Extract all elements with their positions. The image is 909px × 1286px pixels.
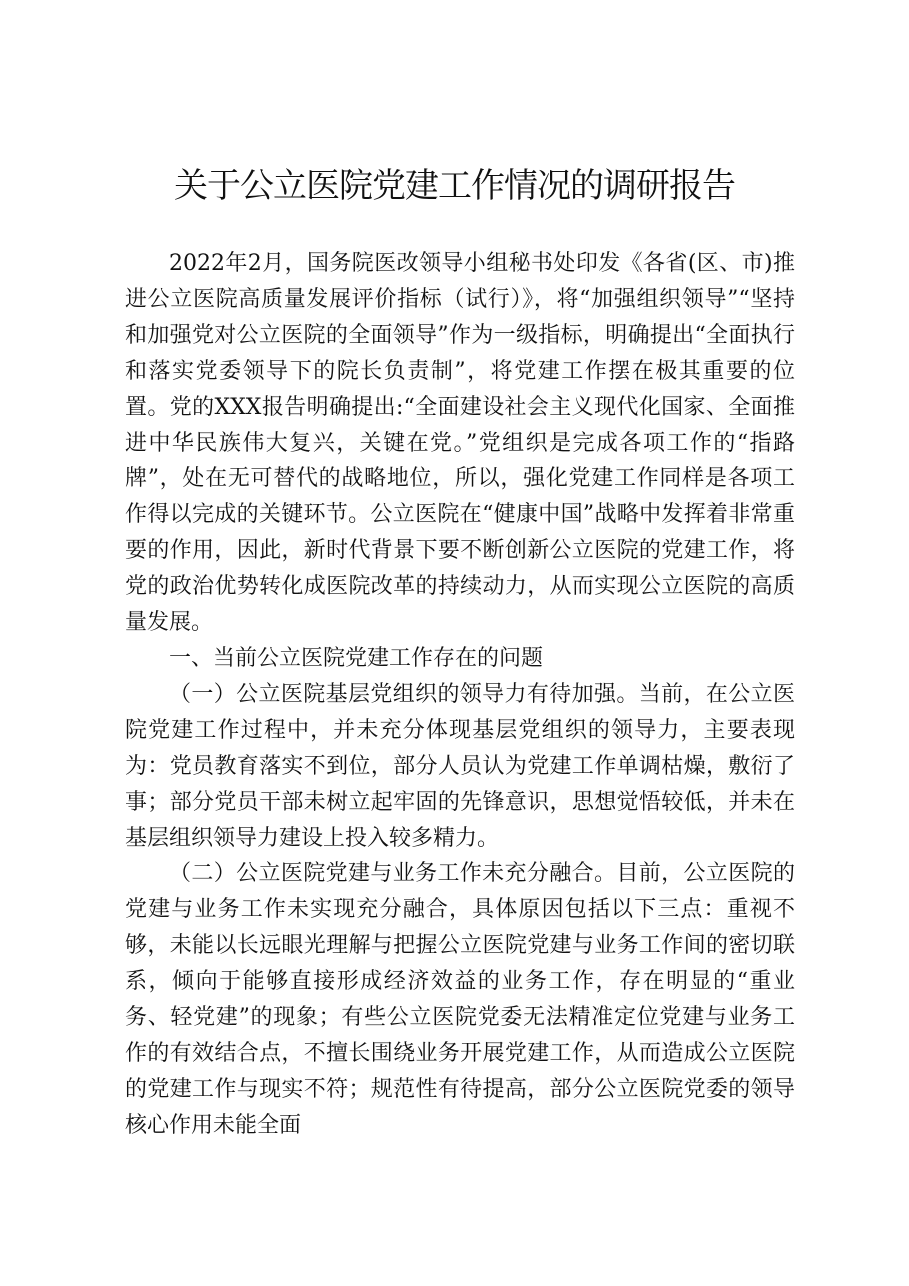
section-heading: 一、当前公立医院党建工作存在的问题: [169, 645, 544, 671]
section-paragraph-1: （一）公立医院基层党组织的领导力有待加强。当前，在公立医院党建工作过程中，并未充分体现基层党组织的领导力，主要表现为：党员教育落实不到位，部分人员认为党建工作单调枯燥，敷衍了事；部分党员干部未树立起牢固的先锋意识，思想觉悟较低，并未在基层组织领导力建设上投入较多精力。: [125, 681, 795, 851]
document-body: [125, 246, 795, 1144]
intro-paragraph: 2022年2月，国务院医改领导小组秘书处印发《各省(区、市)推进公立医院高质量发展评价指标（试行）》，将“加强组织领导”“坚持和加强党对公立医院的全面领导”作为一级指标，明确提出“全面执行和落实党委领导下的院长负责制”，将党建工作摆在极其重要的位置。党的XXX报告明确提出:“全面建设社会主义现代化国家、全面推进中华民族伟大复兴，关键在党。”党组织是完成各项工作的“指路牌”，处在无可替代的战略地位，所以，强化党建工作同样是各项工作得以完成的关键环节。公立医院在“健康中国”战略中发挥着非常重要的作用，因此，新时代背景下要不断创新公立医院的党建工作，将党的政治优势转化成医院改革的持续动力，从而实现公立医院的高质量发展。: [125, 251, 795, 636]
document-title: 关于公立医院党建工作情况的调研报告: [174, 166, 735, 206]
section-paragraph-2: （二）公立医院党建与业务工作未充分融合。目前，公立医院的党建与业务工作未实现充分融合，具体原因包括以下三点：重视不够，未能以长远眼光理解与把握公立医院党建与业务工作间的密切联系，倾向于能够直接形成经济效益的业务工作，存在明显的“重业务、轻党建”的现象；有些公立医院党委无法精准定位党建与业务工作的有效结合点，不擅长围绕业务开展党建工作，从而造成公立医院的党建工作与现实不符；规范性有待提高，部分公立医院党委的领导核心作用未能全面: [125, 861, 795, 1138]
